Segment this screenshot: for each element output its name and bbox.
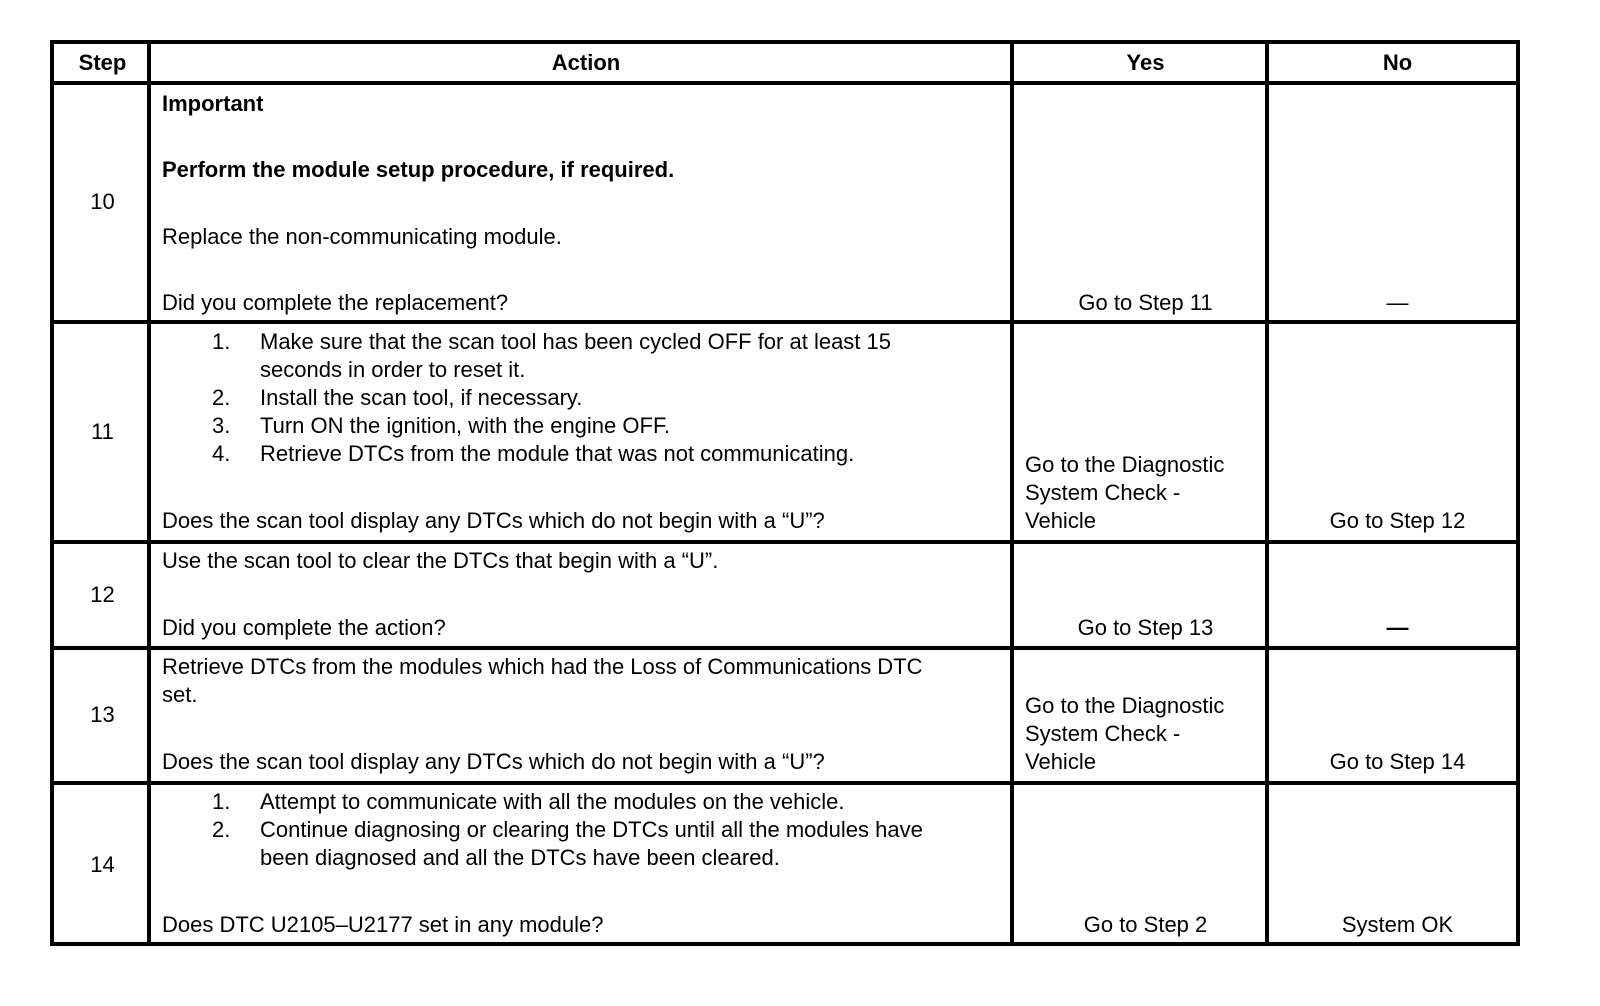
table-row-step-12 bbox=[54, 544, 151, 646]
list-number: 1. bbox=[212, 789, 231, 814]
step-number: 12 bbox=[90, 582, 115, 607]
table-row-step-14 bbox=[54, 785, 151, 946]
yes-cell bbox=[1020, 324, 1271, 540]
header-action-label: Action bbox=[551, 50, 621, 75]
step-number: 10 bbox=[90, 189, 115, 214]
action-text: Retrieve DTCs from the modules which had the Loss of Communications DTC bbox=[162, 654, 923, 679]
diagnostic-table bbox=[50, 40, 1520, 946]
yes-link[interactable]: System Check - bbox=[1025, 480, 1181, 505]
yes-link[interactable]: Vehicle bbox=[1025, 749, 1096, 774]
yes-link[interactable]: Go to the Diagnostic bbox=[1025, 693, 1225, 718]
action-question: Does the scan tool display any DTCs which do not begin with a “U”? bbox=[162, 749, 825, 774]
no-cell bbox=[1275, 650, 1520, 781]
step-number: 11 bbox=[91, 419, 114, 444]
action-cell bbox=[157, 544, 1015, 646]
list-item: been diagnosed and all the DTCs have been cleared. bbox=[260, 845, 780, 870]
list-item: Make sure that the scan tool has been cycled OFF for at least 15 bbox=[260, 329, 891, 354]
list-item: Attempt to communicate with all the modules on the vehicle. bbox=[260, 789, 845, 814]
list-number: 4. bbox=[212, 441, 231, 466]
yes-link[interactable]: Go to Step 2 bbox=[1083, 912, 1208, 937]
list-item: seconds in order to reset it. bbox=[260, 357, 526, 382]
action-cell bbox=[157, 650, 1015, 781]
list-item: Retrieve DTCs from the module that was not communicating. bbox=[260, 441, 855, 466]
no-cell bbox=[1275, 324, 1520, 540]
list-item: Continue diagnosing or clearing the DTCs until all the modules have bbox=[260, 817, 923, 842]
list-item: Turn ON the ignition, with the engine OFF. bbox=[260, 413, 671, 438]
no-dash: — bbox=[1386, 290, 1409, 315]
table-row-step-13 bbox=[54, 650, 151, 781]
no-link[interactable]: Go to Step 12 bbox=[1329, 508, 1466, 533]
yes-cell bbox=[1020, 785, 1271, 946]
yes-link[interactable]: Go to the Diagnostic bbox=[1025, 452, 1225, 477]
no-cell bbox=[1275, 785, 1520, 946]
action-question: Does DTC U2105–U2177 set in any module? bbox=[162, 912, 604, 937]
yes-link[interactable]: Go to Step 11 bbox=[1078, 290, 1213, 315]
action-text: Use the scan tool to clear the DTCs that begin with a “U”. bbox=[162, 548, 719, 573]
action-question: Does the scan tool display any DTCs which do not begin with a “U”? bbox=[162, 508, 825, 533]
action-question: Did you complete the action? bbox=[162, 615, 446, 640]
yes-link[interactable]: Vehicle bbox=[1025, 508, 1096, 533]
yes-link[interactable]: Go to Step 13 bbox=[1077, 615, 1214, 640]
header-yes-label: Yes bbox=[1126, 50, 1165, 75]
action-question: Did you complete the replacement? bbox=[162, 290, 509, 315]
header-yes bbox=[1020, 44, 1271, 81]
header-step-label: Step bbox=[78, 50, 127, 75]
important-label: Important bbox=[162, 91, 264, 116]
action-text: Replace the non-communicating module. bbox=[162, 224, 562, 249]
no-cell bbox=[1275, 544, 1520, 646]
header-no-label: No bbox=[1382, 50, 1413, 75]
yes-cell bbox=[1020, 544, 1271, 646]
no-dash: — bbox=[1386, 615, 1409, 640]
yes-cell bbox=[1020, 650, 1271, 781]
no-result: System OK bbox=[1341, 912, 1454, 937]
step-number: 13 bbox=[90, 702, 115, 727]
action-text: set. bbox=[162, 682, 198, 707]
step-number: 14 bbox=[90, 852, 115, 877]
action-cell bbox=[157, 85, 1015, 320]
no-cell bbox=[1275, 85, 1520, 320]
header-no bbox=[1275, 44, 1520, 81]
list-number: 1. bbox=[212, 329, 231, 354]
yes-link[interactable]: System Check - bbox=[1025, 721, 1181, 746]
yes-cell bbox=[1020, 85, 1271, 320]
action-cell bbox=[157, 785, 1015, 946]
list-number: 3. bbox=[212, 413, 231, 438]
list-number: 2. bbox=[212, 817, 231, 842]
important-note: Perform the module setup procedure, if required. bbox=[162, 157, 675, 182]
action-cell bbox=[157, 324, 1015, 540]
header-step bbox=[54, 44, 151, 81]
table-row-step-11 bbox=[54, 324, 151, 540]
no-link[interactable]: Go to Step 14 bbox=[1329, 749, 1466, 774]
list-item: Install the scan tool, if necessary. bbox=[260, 385, 583, 410]
header-action bbox=[157, 44, 1015, 81]
list-number: 2. bbox=[212, 385, 231, 410]
table-row-step-10 bbox=[54, 85, 151, 320]
